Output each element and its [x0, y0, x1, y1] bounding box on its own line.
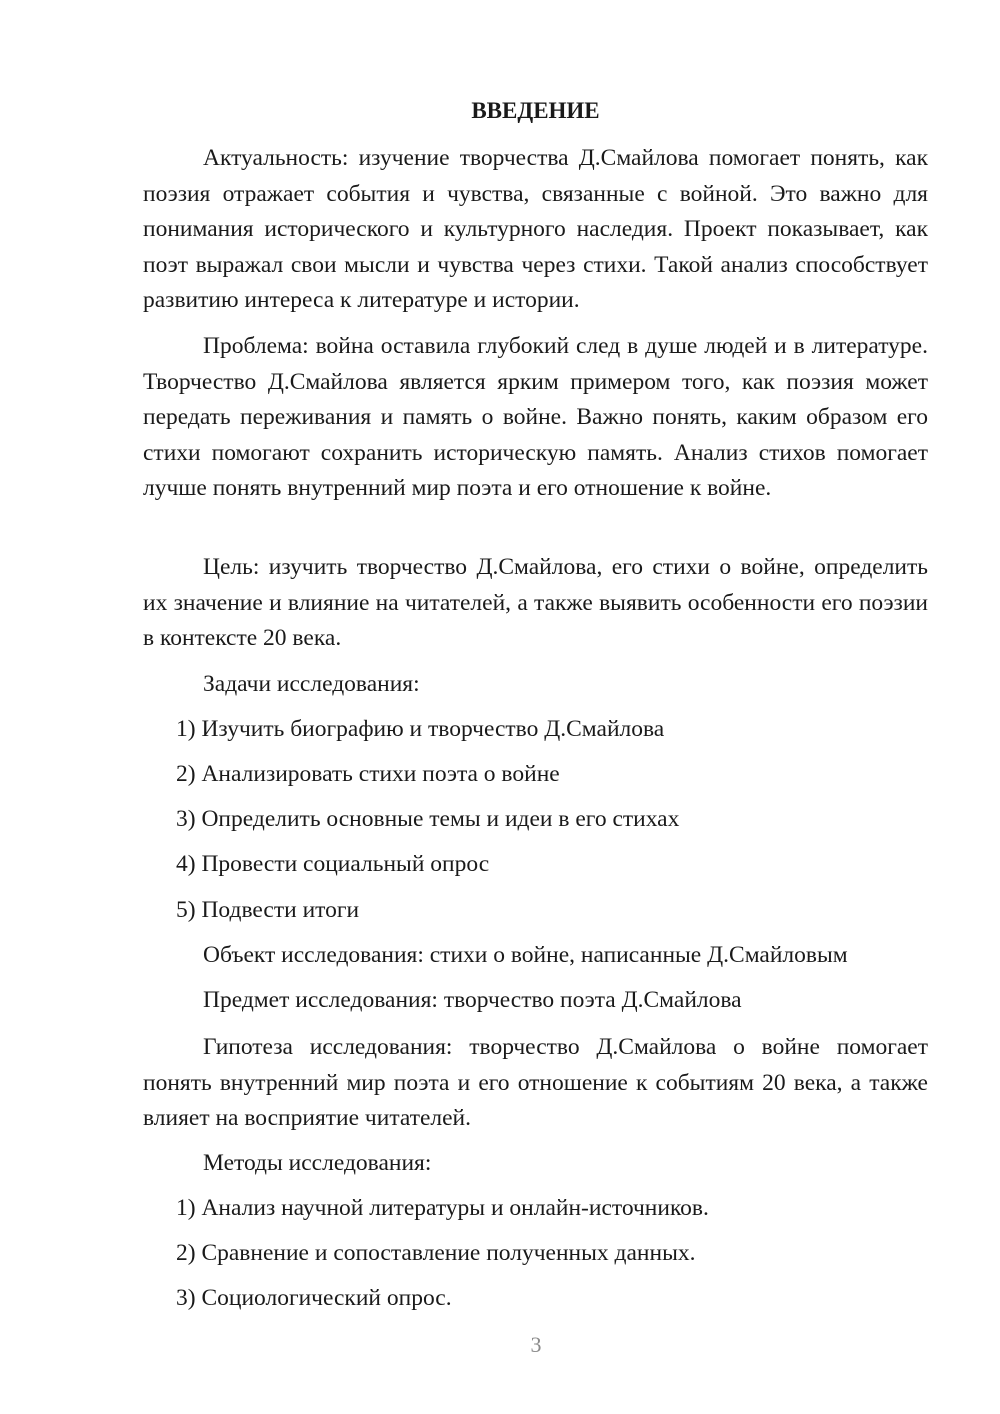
- problem-paragraph: Проблема: война оставила глубокий след в душе людей и в литературе. Творчество Д.Смайлова является ярким примером того, как поэзия может передать переживания и память о войне. Важно понять, каким образом его стихи помогают сохранить историческую память. Анализ стихов помогает лучше понять внутренний мир поэта и его отношение к войне.: [143, 333, 928, 501]
- tasks-title: Задачи исследования:: [203, 671, 420, 697]
- section-heading: ВВЕДЕНИЕ: [471, 98, 600, 123]
- task-item: 4) Провести социальный опрос: [176, 851, 490, 877]
- task-item: 1) Изучить биографию и творчество Д.Смайлова: [176, 716, 665, 742]
- hypothesis-paragraph: Гипотеза исследования: творчество Д.Смайлова о войне помогает понять внутренний мир поэта и его отношение к событиям 20 века, а также влияет на восприятие читателей.: [143, 1034, 928, 1131]
- method-item: 3) Социологический опрос.: [176, 1285, 452, 1311]
- research-subject: Предмет исследования: творчество поэта Д.Смайлова: [203, 987, 742, 1013]
- method-item: 1) Анализ научной литературы и онлайн-источников.: [176, 1195, 709, 1221]
- research-object: Объект исследования: стихи о войне, написанные Д.Смайловым: [203, 942, 848, 968]
- task-item: 3) Определить основные темы и идеи в его стихах: [176, 806, 680, 832]
- methods-title: Методы исследования:: [203, 1150, 432, 1176]
- goal-paragraph: Цель: изучить творчество Д.Смайлова, его стихи о войне, определить их значение и влияние на читателей, а также выявить особенности его поэзии в контексте 20 века.: [143, 554, 928, 651]
- method-item: 2) Сравнение и сопоставление полученных данных.: [176, 1240, 696, 1266]
- task-item: 5) Подвести итоги: [176, 897, 360, 923]
- relevance-paragraph: Актуальность: изучение творчества Д.Смайлова помогает понять, как поэзия отражает события и чувства, связанные с войной. Это важно для понимания исторического и культурного наследия. Проект показывает, как поэт выражал свои мысли и чувства через стихи. Такой анализ способствует развитию интереса к литературе и истории.: [143, 145, 928, 313]
- page-number: 3: [530, 1332, 542, 1357]
- task-item: 2) Анализировать стихи поэта о войне: [176, 761, 560, 787]
